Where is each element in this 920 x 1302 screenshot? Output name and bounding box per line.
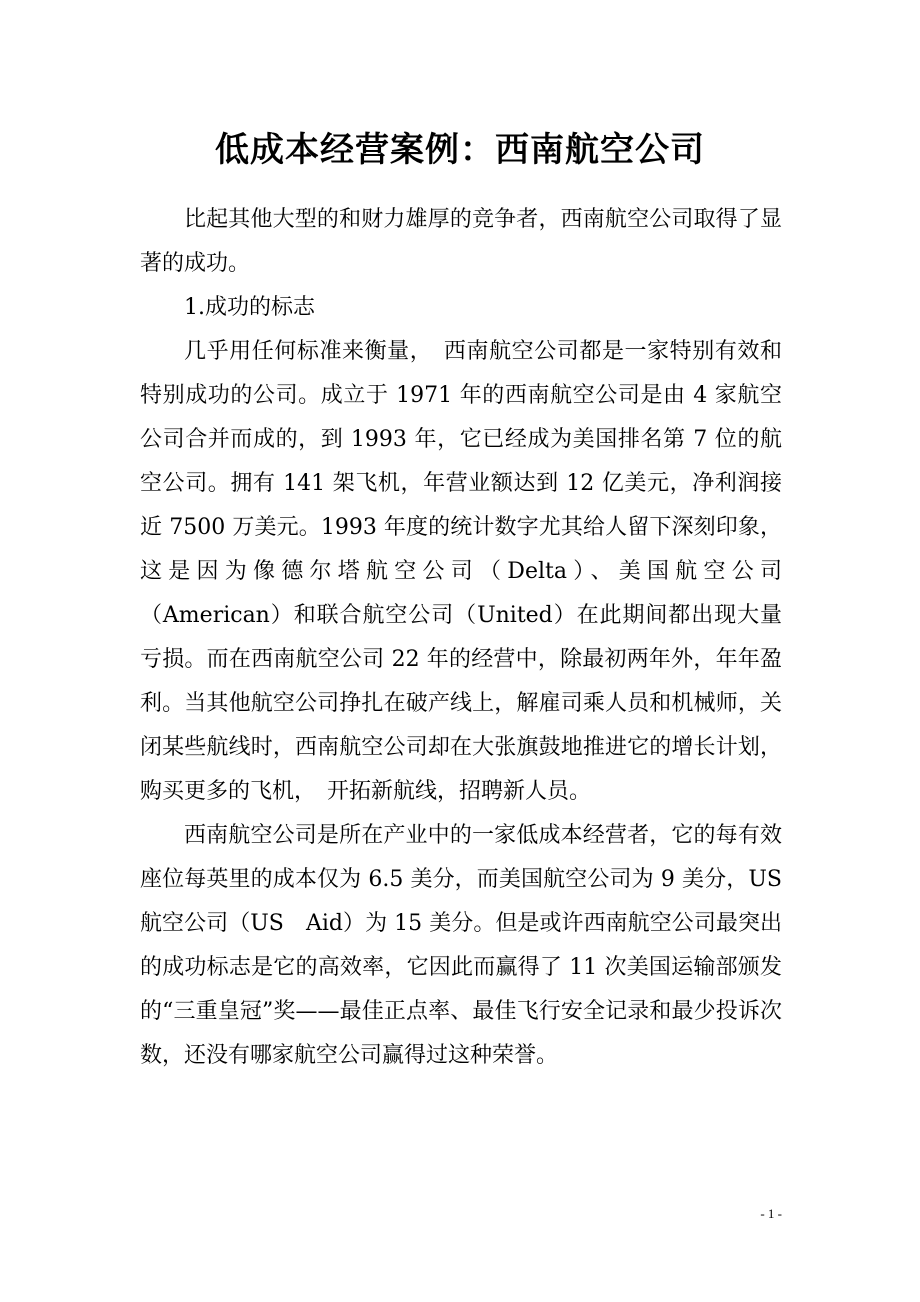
page-number: - 1 - — [760, 1206, 782, 1221]
paragraph-intro: 比起其他大型的和财力雄厚的竞争者，西南航空公司取得了显著的成功。 — [140, 207, 782, 276]
document-body — [140, 198, 782, 1078]
page-title: 低成本经营案例：西南航空公司 — [215, 130, 705, 170]
paragraph-success: 几乎用任何标准来衡量， 西南航空公司都是一家特别有效和特别成功的公司。成立于 1971 年的西南航空公司是由 4 家航空公司合并而成的，到 1993 年，它已经成为美国排名第 7 位的航空公司。拥有 141 架飞机，年营业额达到 12 亿美元，净利润接近 7500 万美元。1993 年度的统计数字尤其给人留下深刻印象，这是因为像德尔塔航空公司（Delta）、美国航空公司（American）和联合航空公司（United）在此期间都出现大量亏损。而在西南航空公司 22 年的经营中，除最初两年外，年年盈利。当其他航空公司挣扎在破产线上，解雇司乘人员和机械师，关闭某些航线时，西南航空公司却在大张旗鼓地推进它的增长计划，购买更多的飞机， 开拓新航线，招聘新人员。 — [140, 339, 782, 804]
paragraph-low-cost: 西南航空公司是所在产业中的一家低成本经营者，它的每有效座位每英里的成本仅为 6.5 美分，而美国航空公司为 9 美分，US 航空公司（US Aid）为 15 美分。但是或许西南航空公司最突出的成功标志是它的高效率，它因此而赢得了 11 次美国运输部颁发的“三重皇冠”奖——最佳正点率、最佳飞行安全记录和最少投诉次数，还没有哪家航空公司赢得过这种荣誉。 — [140, 823, 782, 1068]
section-heading: 1.成功的标志 — [184, 295, 315, 320]
